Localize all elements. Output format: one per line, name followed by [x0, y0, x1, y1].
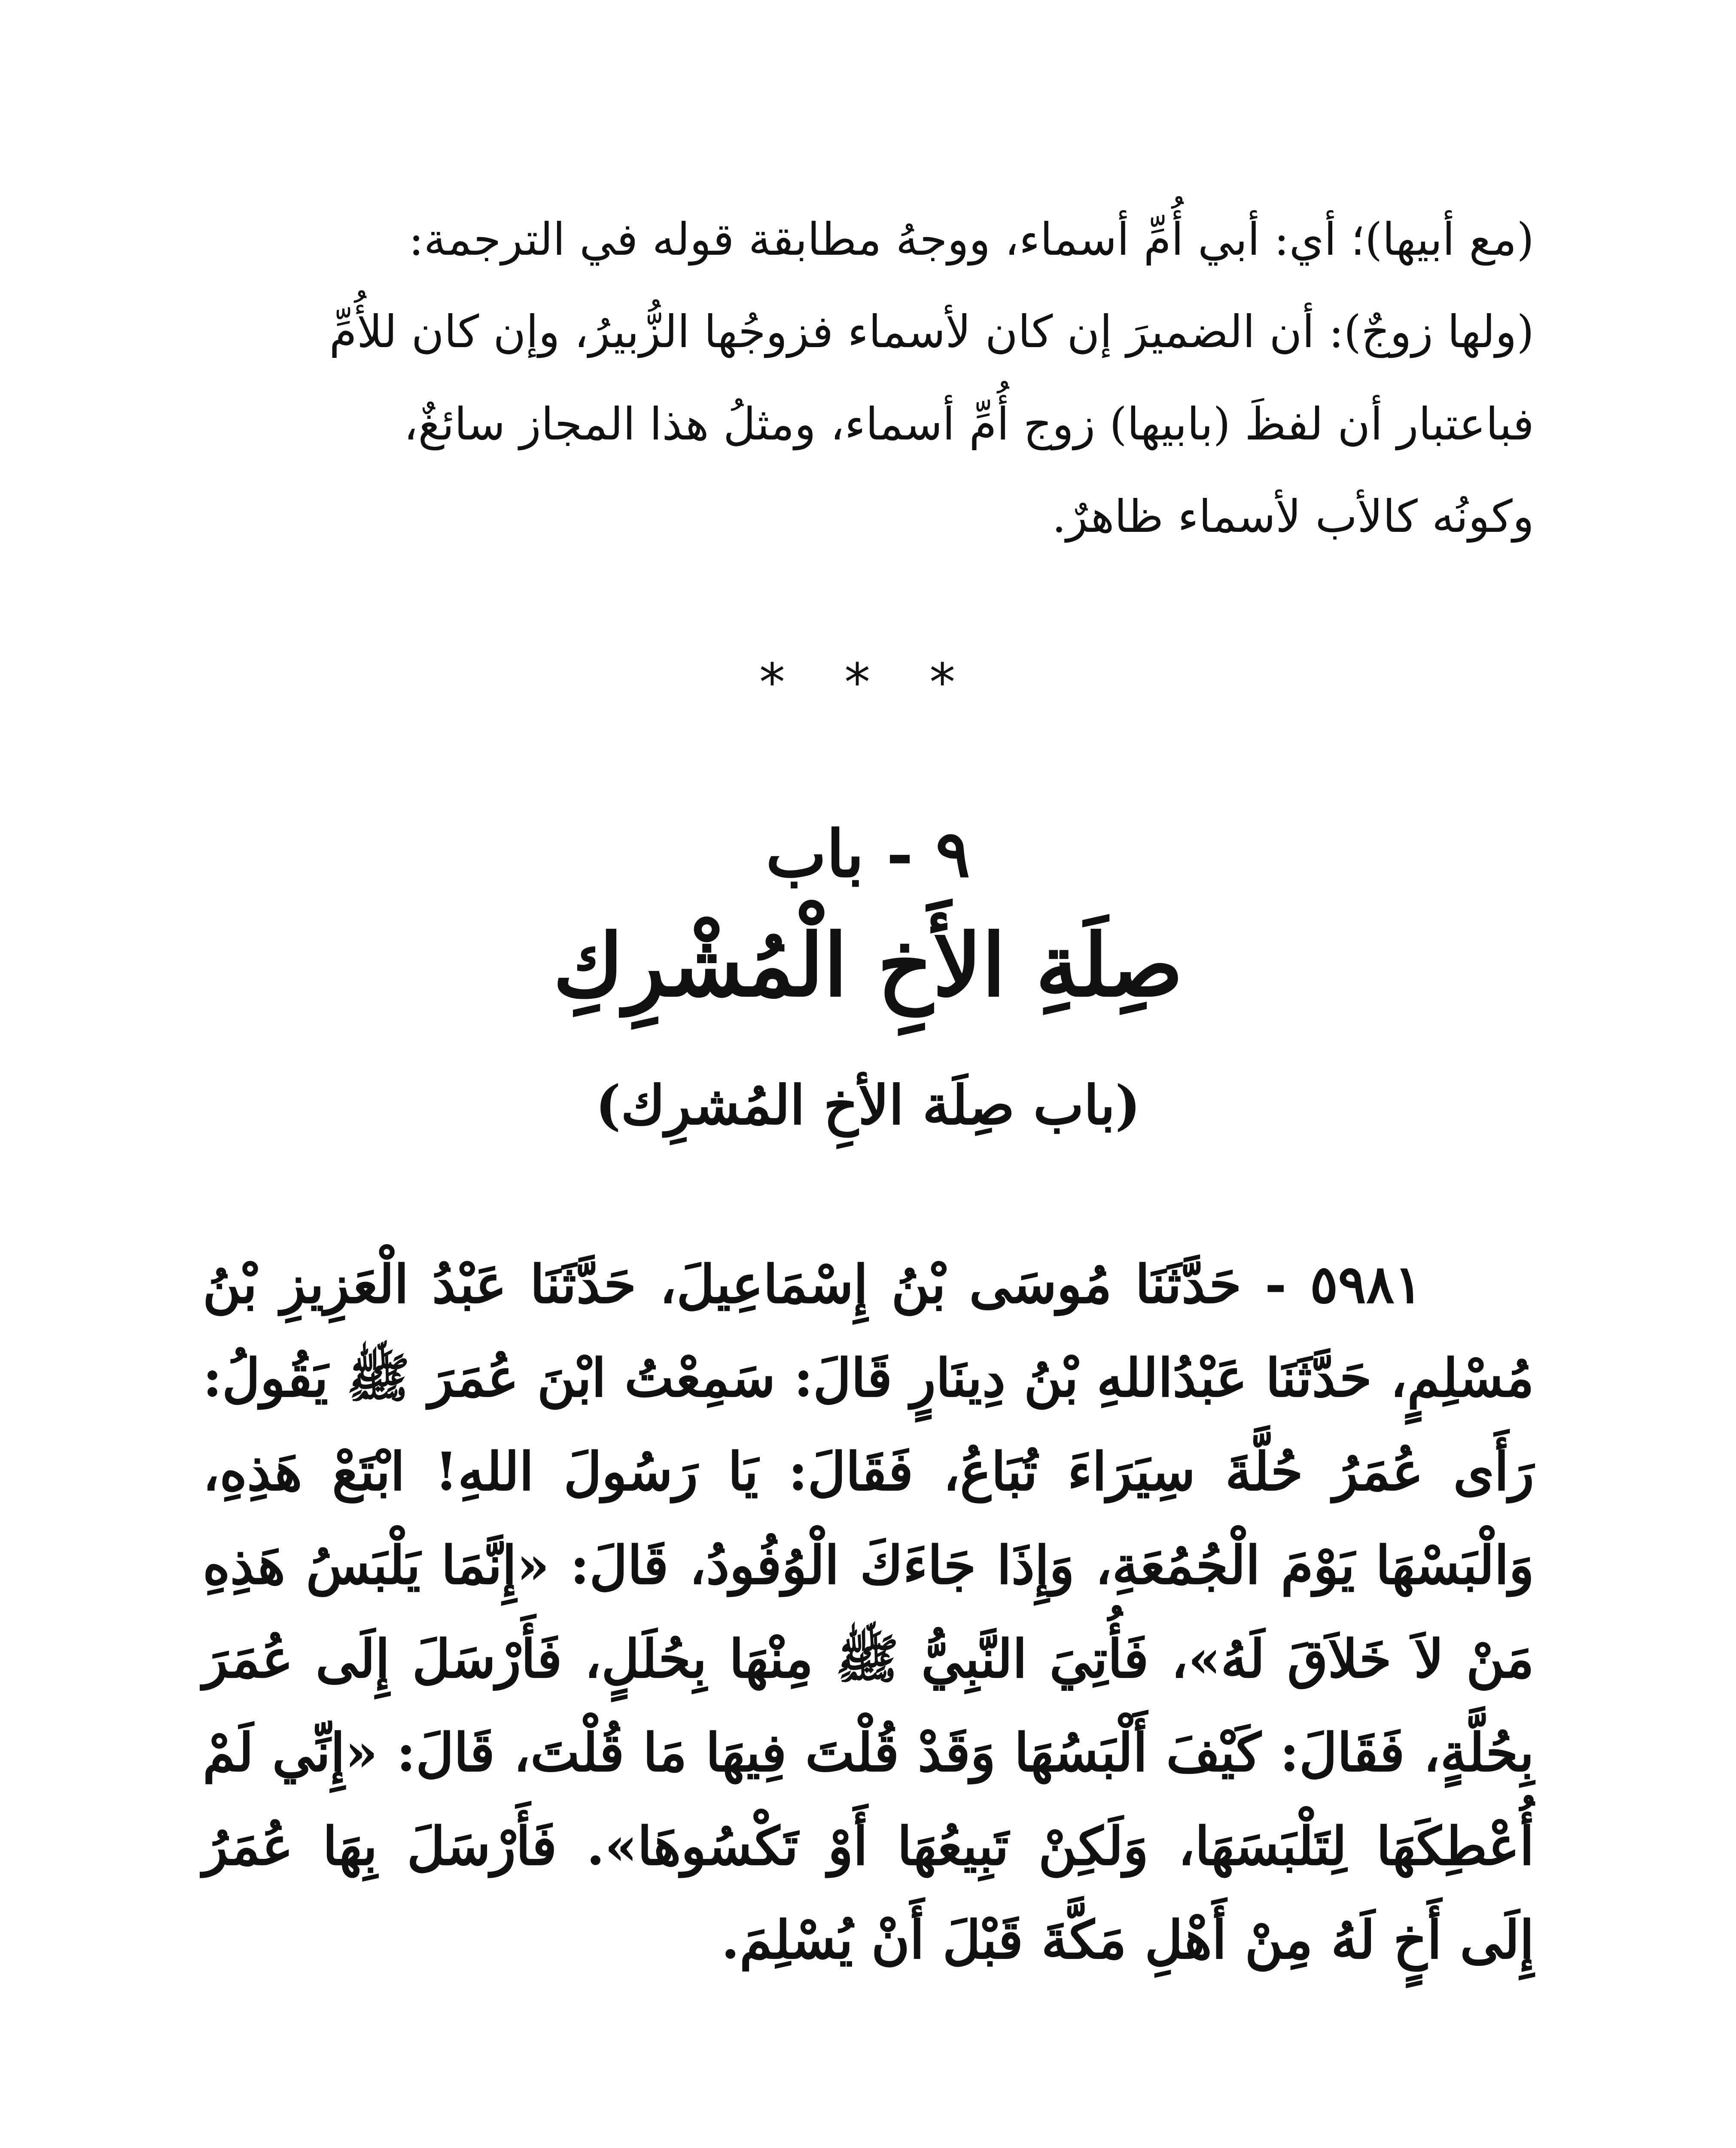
hadith-number: ٥٩٨١ - — [1264, 1253, 1423, 1315]
commentary-top — [203, 193, 1534, 563]
section-separator: * * * — [759, 653, 977, 713]
hadith-paragraph — [203, 1237, 1534, 1986]
commentary-line: وكونُه كالأب لأسماء ظاهرٌ. — [1052, 490, 1534, 543]
commentary-line: فباعتبار أن لفظَ (بابيها) زوج أُمِّ أسماء، ومثلُ هذا المجاز سائغٌ، — [403, 398, 1534, 450]
hadith-text — [203, 1237, 1534, 1986]
commentary-line: (ولها زوجٌ): أن الضميرَ إن كان لأسماء فزوجُها الزُّبيرُ، وإن كان للأُمِّ — [329, 305, 1534, 358]
commentary-line: (مع أبيها)؛ أي: أبي أُمِّ أسماء، ووجهُ مطابقة قوله في الترجمة: — [408, 213, 1534, 265]
chapter-number: ٩ - باب — [766, 816, 970, 892]
chapter-subtitle: (باب صِلَة الأخِ المُشرِك) — [595, 1074, 1141, 1137]
chapter-title: صِلَةِ الأَخِ الْمُشْرِكِ — [553, 915, 1183, 1016]
hadith-body: حَدَّثَنَا مُوسَى بْنُ إِسْمَاعِيلَ، حَدَّثَنَا عَبْدُ الْعَزِيزِ بْنُ مُسْلِمٍ، حَدَّثَنَا عَبْدُاللهِ بْنُ دِينَارٍ قَالَ: سَمِعْتُ ابْنَ عُمَرَ ﷺ يَقُولُ: رَأَى عُمَرُ حُلَّةَ سِيَرَاءَ تُبَاعُ، فَقَالَ: يَا رَسُولَ اللهِ! ابْتَعْ هَذِهِ، وَالْبَسْهَا يَوْمَ الْجُمُعَةِ، وَإِذَا جَاءَكَ الْوُفُودُ، قَالَ: «إِنَّمَا يَلْبَسُ هَذِهِ مَنْ لاَ خَلاَقَ لَهُ»، فَأُتِيَ النَّبِيُّ ﷺ مِنْهَا بِحُلَلٍ، فَأَرْسَلَ إِلَى عُمَرَ بِحُلَّةٍ، فَقَالَ: كَيْفَ أَلْبَسُهَا وَقَدْ قُلْتَ فِيهَا مَا قُلْتَ، قَالَ: «إِنِّي لَمْ أُعْطِكَهَا لِتَلْبَسَهَا، وَلَكِنْ تَبِيعُهَا أَوْ تَكْسُوهَا». فَأَرْسَلَ بِهَا عُمَرُ إِلَى أَخٍ لَهُ مِنْ أَهْلِ مَكَّةَ قَبْلَ أَنْ يُسْلِمَ. — [203, 1253, 1534, 1971]
